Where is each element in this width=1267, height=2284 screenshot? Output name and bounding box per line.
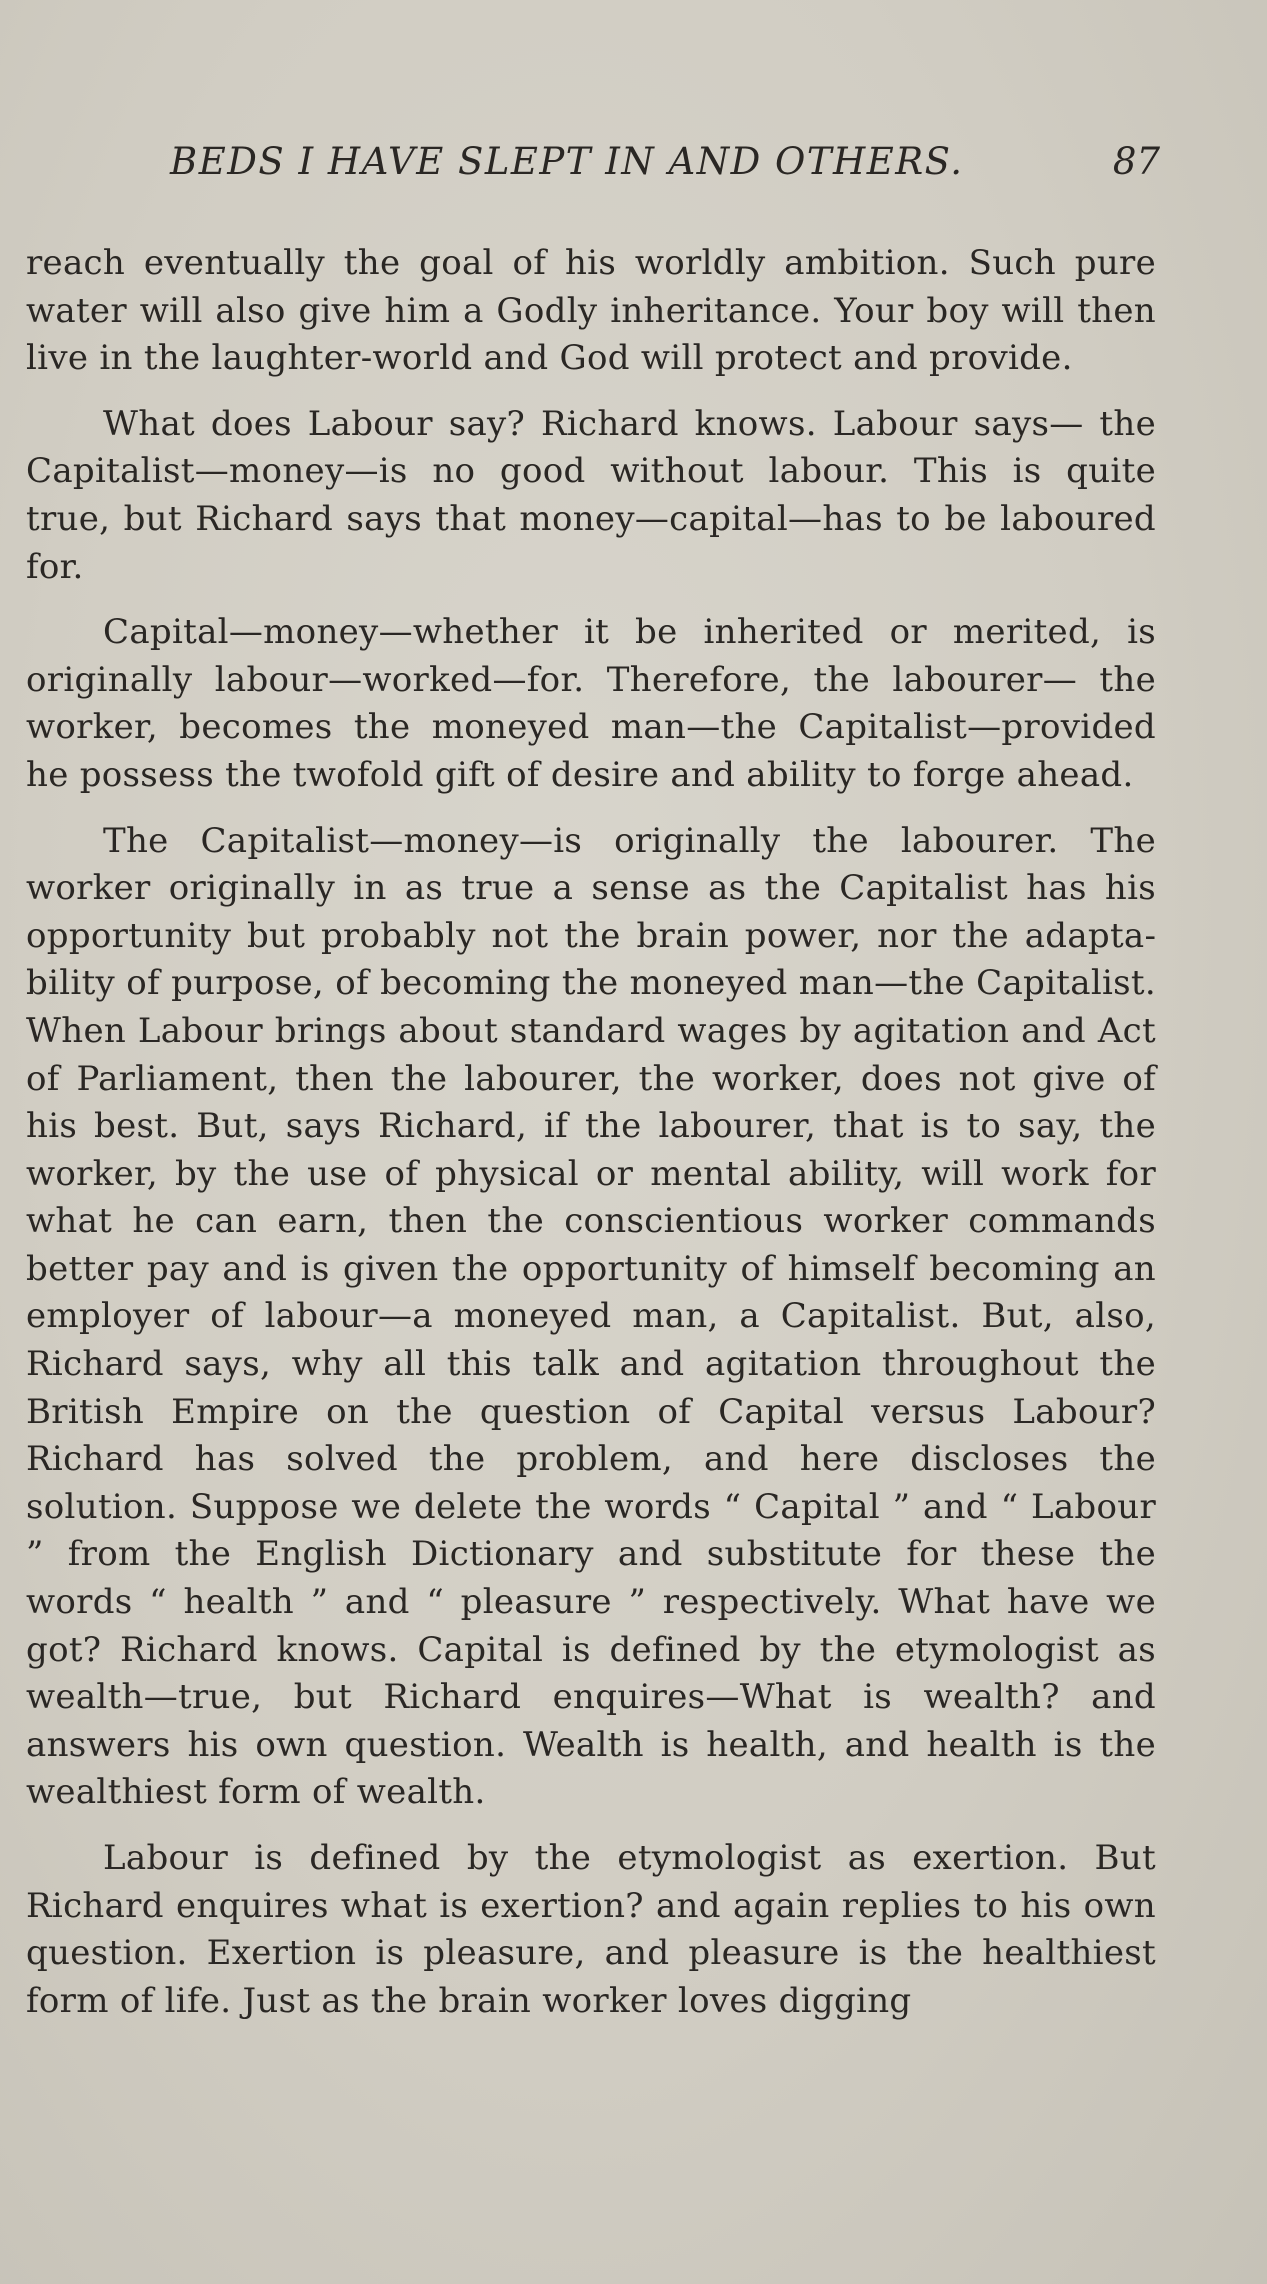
paragraph-4: The Capitalist—money—is originally the labourer. The worker originally in as true a sense as the Capitalist has his opportunity but probably not the brain power, nor the adaptability of purpose, of becoming the moneyed man—the Capitalist. When Labour brings about standard wages by agitation and Act of Parliament, then the labourer, the worker, does not give of his best. But, says Richard, if the labourer, that is to say, the worker, by the use of physical or mental ability, will work for what he can earn, then the conscientious worker commands better pay and is given the opportunity of himself becoming an employer of labour—a moneyed man, a Capitalist. But, also, Richard says, why all this talk and agitation throughout the British Empire on the question of Capital versus Labour? Richard has solved the problem, and here discloses the solution. Suppose we delete the words “ Capital ” and “ Labour ” from the English Dictionary and substitute for these the words “ health ” and “ pleasure ” respectively. What have we got? Richard knows. Capital is defined by the etymologist as wealth—true, but Richard enquires—What is wealth? and answers his own question. Wealth is health, and health is the wealthiest form of wealth. (26, 820, 1156, 1813)
running-header (170, 140, 1160, 190)
paragraph-3: Capital—money—whether it be inherited or merited, is originally labour—worked—for. Therefore, the labourer— the worker, becomes the moneyed man—the Capitalist—provided he possess the twofold gift of desire and ability to forge ahead. (26, 612, 1156, 795)
body-text (26, 240, 1156, 2043)
paragraph-2: What does Labour say? Richard knows. Labour says— the Capitalist—money—is no good without labour. This is quite true, but Richard says that money—capital—has to be laboured for. (26, 403, 1156, 587)
paragraph-1: reach eventually the goal of his worldly ambition. Such pure water will also give him a Godly inheritance. Your boy will then live in the laughter-world and God will protect and provide. (26, 243, 1156, 379)
paragraph-5: Labour is defined by the etymologist as exertion. But Richard enquires what is exertion? and again replies to his own question. Exertion is pleasure, and pleasure is the healthiest form of life. Just as the brain worker loves digging (26, 1838, 1156, 2021)
page-number: 87 (1112, 140, 1160, 183)
running-title: BEDS I HAVE SLEPT IN AND OTHERS. (170, 140, 964, 183)
